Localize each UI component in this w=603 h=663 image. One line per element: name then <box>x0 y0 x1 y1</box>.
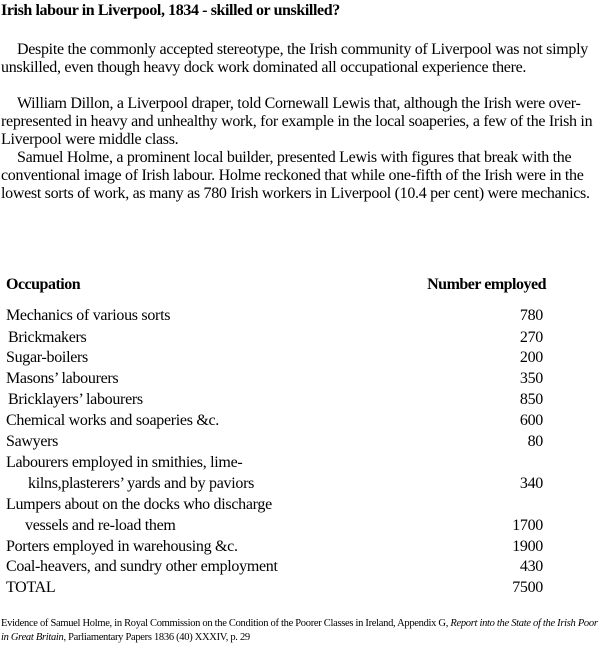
report-title: Report into the State of the Irish Poor in Great Britain <box>1 618 598 643</box>
cell-number: 80 <box>527 433 543 450</box>
cell-number: 430 <box>519 558 543 575</box>
cell-occupation: Masons’ labourers <box>6 370 119 387</box>
page-title: Irish labour in Liverpool, 1834 - skilled or unskilled? <box>1 2 340 19</box>
cell-occupation: Sugar-boilers <box>6 349 88 366</box>
cell-number: 200 <box>519 349 543 366</box>
cell-occupation: Chemical works and soaperies &c. <box>6 412 220 429</box>
occupation-table <box>6 276 546 596</box>
table-row <box>6 452 543 494</box>
cell-occupation: Mechanics of various sorts <box>6 307 171 324</box>
paragraph-stereotype: Despite the commonly accepted stereotype, the Irish community of Liverpool was not simply unskilled, even though heavy dock work dominated all occupational experience there. <box>1 41 588 76</box>
cell-number: 1900 <box>512 538 543 555</box>
cell-number: 600 <box>519 412 543 429</box>
source-footnote: Evidence of Samuel Holme, in Royal Commission on the Condition of the Poorer Classes in Ireland, Appendix G, Report into the State of the Irish Poor in Great Britain, Parliamentary Papers 1836 (40) XXXIV, p. 29 <box>1 618 598 643</box>
cell-occupation: Porters employed in warehousing &c. <box>6 538 238 555</box>
paragraph-dillon: William Dillon, a Liverpool draper, told Cornewall Lewis that, although the Irish were over-represented in heavy and unhealthy work, for example in the local soaperies, a few of the Irish in Liverpool were middle class. <box>1 95 593 148</box>
cell-occupation: Coal-heavers, and sundry other employment <box>6 558 278 575</box>
cell-number: 1700 <box>512 517 543 534</box>
header-number-employed: Number employed <box>427 276 546 293</box>
cell-occupation: Bricklayers’ labourers <box>8 391 143 408</box>
header-occupation: Occupation <box>6 276 81 293</box>
cell-number: 340 <box>519 475 543 492</box>
cell-number: 780 <box>519 307 543 324</box>
table-header <box>6 276 546 298</box>
paragraph-holme: Samuel Holme, a prominent local builder, presented Lewis with figures that break with the conventional image of Irish labour. Holme reckoned that while one-fifth of the Irish were in the lowest sorts of work, as many as 780 Irish workers in Liverpool (10.4 per cent) were mechanics. <box>1 149 590 202</box>
cell-number: 270 <box>519 329 543 346</box>
cell-occupation: Sawyers <box>6 433 59 450</box>
cell-occupation: Lumpers about on the docks who discharge vessels and re-load them <box>6 496 272 534</box>
cell-occupation: TOTAL <box>6 579 56 596</box>
cell-number: 350 <box>519 370 543 387</box>
cell-number: 850 <box>519 391 543 408</box>
table-row <box>6 494 543 536</box>
cell-occupation: Brickmakers <box>8 329 87 346</box>
cell-occupation: Labourers employed in smithies, lime- kilns,plasterers’ yards and by paviors <box>6 454 255 492</box>
cell-number: 7500 <box>512 579 543 596</box>
